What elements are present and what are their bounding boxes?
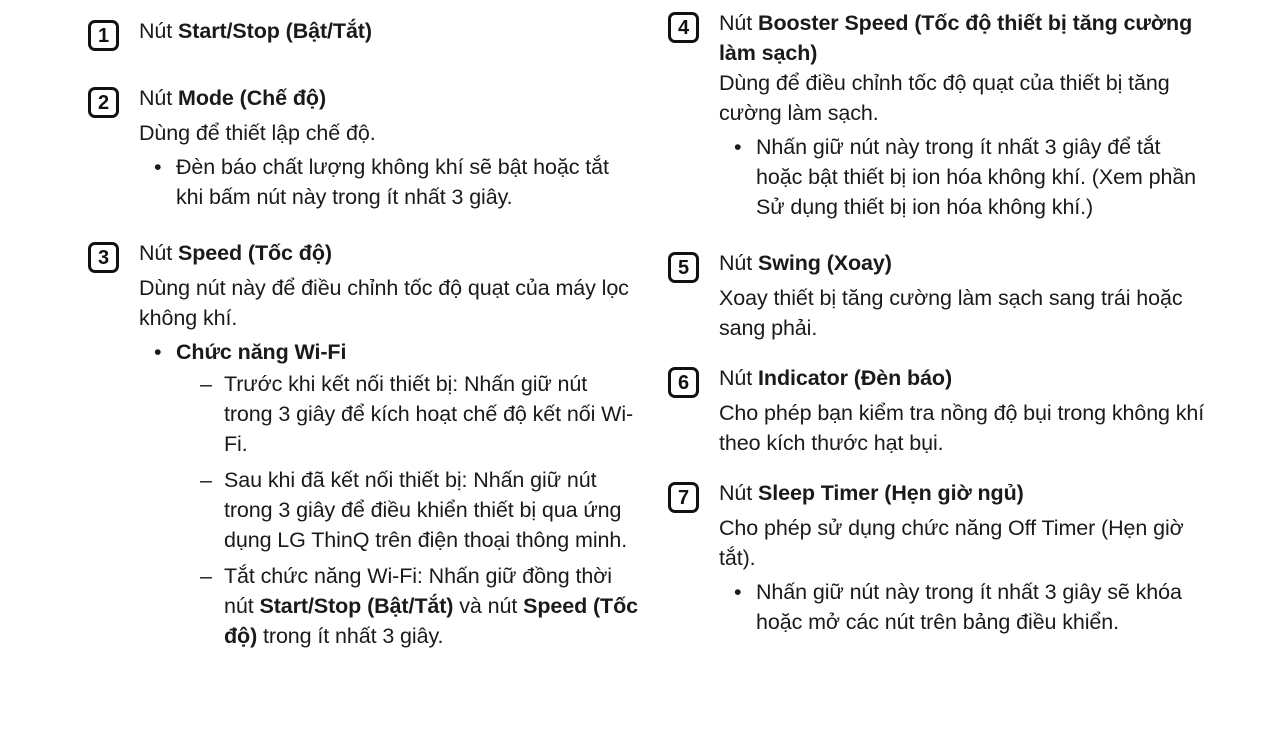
entry-body [719,398,1210,458]
title-prefix: Nút [139,241,179,265]
bullet-list [139,152,640,212]
entry-title [719,478,1024,508]
number-badge-1: 1 [88,20,119,51]
legend-entry-6 [668,363,1210,458]
entry-heading [668,363,1210,398]
dash-text-segment: và nút [453,594,524,618]
body-paragraph: Cho phép sử dụng chức năng Off Timer (Hẹn giờ tắt). [719,516,1184,570]
body-paragraph: Dùng để điều chỉnh tốc độ quạt của thiết bị tăng cường làm sạch. [719,71,1170,125]
number-badge-7: 7 [668,482,699,513]
entry-heading [88,238,640,273]
list-item [198,561,640,651]
title-bold: Sleep Timer (Hẹn giờ ngủ) [758,481,1024,505]
legend-entry-5 [668,248,1210,343]
body-paragraph: Dùng nút này để điều chỉnh tốc độ quạt của máy lọc không khí. [139,276,629,330]
number-badge-2: 2 [88,87,119,118]
legend-entry-7 [668,478,1210,637]
bullet-list [719,132,1210,222]
dash-marker-icon: – [200,468,212,492]
spacer [668,236,1210,248]
legend-entry-3 [88,238,640,651]
title-prefix: Nút [719,366,759,390]
bullet-marker-icon: • [734,135,742,159]
title-bold: Start/Stop (Bật/Tắt) [178,19,372,43]
entry-body [719,68,1210,222]
legend-entry-1 [88,16,640,51]
entry-body [139,118,640,212]
title-prefix: Nút [719,481,759,505]
dash-text: Trước khi kết nối thiết bị: Nhấn giữ nút trong 3 giây để kích hoạt chế độ kết nối Wi-Fi. [224,372,634,456]
title-prefix: Nút [139,86,179,110]
bullet-marker-icon: • [734,580,742,604]
entry-title [139,238,332,268]
list-item [730,577,1210,637]
title-prefix: Nút [719,251,759,275]
entry-title [719,8,1210,68]
entry-title [719,363,952,393]
bullet-marker-icon: • [154,155,162,179]
title-prefix: Nút [139,19,179,43]
bullet-text: Nhấn giữ nút này trong ít nhất 3 giây để tắt hoặc bật thiết bị ion hóa không khí. (Xem phần Sử dụng thiết bị ion hóa không khí.) [756,135,1197,219]
legend-entry-2 [88,83,640,212]
bullet-text: Đèn báo chất lượng không khí sẽ bật hoặc tắt khi bấm nút này trong ít nhất 3 giây. [176,155,609,209]
bullet-text: Nhấn giữ nút này trong ít nhất 3 giây sẽ khóa hoặc mở các nút trên bảng điều khiển. [756,580,1182,634]
number-badge-5: 5 [668,252,699,283]
number-badge-3: 3 [88,242,119,273]
title-prefix: Nút [719,11,759,35]
entry-body [719,513,1210,637]
dash-text-bold-segment: Speed (Tốc độ) [224,594,638,648]
bullet-marker-icon: • [154,340,162,364]
title-bold: Mode (Chế độ) [178,86,327,110]
entry-body [719,283,1210,343]
bullet-list [719,577,1210,637]
list-item [730,132,1210,222]
title-bold: Booster Speed (Tốc độ thiết bị tăng cường làm sạch) [719,11,1193,65]
number-badge-6: 6 [668,367,699,398]
entry-body [139,273,640,651]
dash-text-segment: Tắt chức năng Wi-Fi: Nhấn giữ đồng thời nút [224,564,612,618]
title-bold: Speed (Tốc độ) [178,241,332,265]
list-item [198,369,640,459]
right-column [660,0,1280,752]
list-item [150,337,640,651]
dash-marker-icon: – [200,372,212,396]
list-item [198,465,640,555]
legend-entry-4 [668,8,1210,222]
title-bold: Indicator (Đèn báo) [758,366,953,390]
dash-marker-icon: – [200,564,212,588]
bullet-list [139,337,640,651]
entry-heading [668,478,1210,513]
entry-heading [88,83,640,118]
body-paragraph: Dùng để thiết lập chế độ. [139,121,376,145]
entry-title [139,83,326,113]
dash-text-segment: trong ít nhất 3 giây. [257,624,444,648]
entry-title [719,248,892,278]
entry-heading [668,8,1210,68]
entry-heading [88,16,640,51]
title-bold: Swing (Xoay) [758,251,892,275]
body-paragraph: Xoay thiết bị tăng cường làm sạch sang trái hoặc sang phải. [719,286,1183,340]
dash-text: Sau khi đã kết nối thiết bị: Nhấn giữ nút trong 3 giây để điều khiển thiết bị qua ứng dụng LG ThinQ trên điện thoại thông minh. [224,468,628,552]
dash-sublist [176,369,640,651]
entry-title [139,16,372,46]
list-item [150,152,640,212]
entry-heading [668,248,1210,283]
body-paragraph: Cho phép bạn kiểm tra nồng độ bụi trong không khí theo kích thước hạt bụi. [719,401,1205,455]
number-badge-4: 4 [668,12,699,43]
spacer [88,226,640,238]
bullet-text: Chức năng Wi-Fi [176,340,347,364]
dash-text-bold-segment: Start/Stop (Bật/Tắt) [259,594,454,618]
spacer [88,65,640,83]
